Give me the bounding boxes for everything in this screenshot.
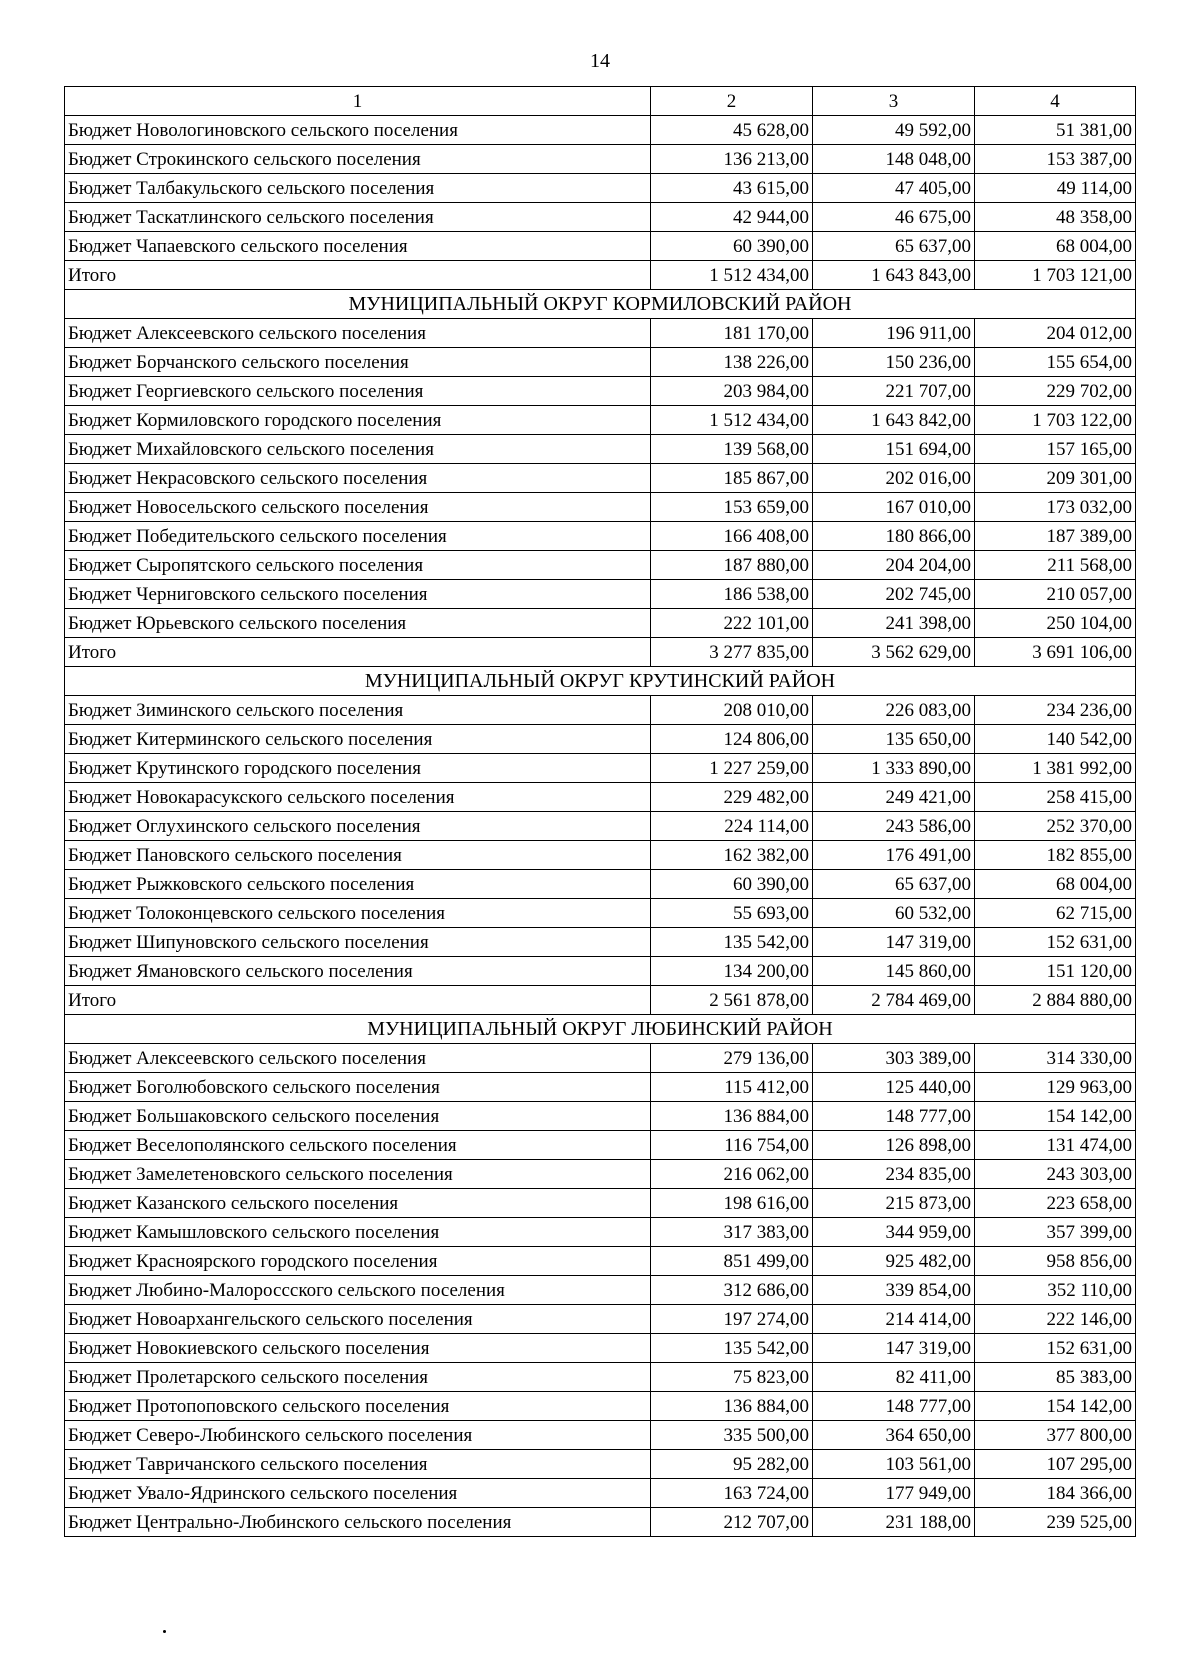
value-col-3: 234 835,00: [813, 1160, 975, 1189]
page-number: 14: [590, 50, 610, 72]
value-col-2: 136 213,00: [651, 145, 813, 174]
budget-name: Бюджет Строкинского сельского поселения: [65, 145, 651, 174]
value-col-2: 166 408,00: [651, 522, 813, 551]
value-col-3: 1 643 843,00: [813, 261, 975, 290]
value-col-2: 229 482,00: [651, 783, 813, 812]
value-col-4: 258 415,00: [975, 783, 1136, 812]
table-row: [65, 1450, 1136, 1479]
value-col-4: 223 658,00: [975, 1189, 1136, 1218]
value-col-3: 49 592,00: [813, 116, 975, 145]
table-row: [65, 1334, 1136, 1363]
value-col-4: 234 236,00: [975, 696, 1136, 725]
value-col-3: 167 010,00: [813, 493, 975, 522]
value-col-2: 197 274,00: [651, 1305, 813, 1334]
budget-name: Бюджет Протопоповского сельского поселения: [65, 1392, 651, 1421]
table-row: [65, 609, 1136, 638]
value-col-4: 250 104,00: [975, 609, 1136, 638]
value-col-2: 95 282,00: [651, 1450, 813, 1479]
budget-name: Бюджет Новологиновского сельского поселения: [65, 116, 651, 145]
value-col-4: 51 381,00: [975, 116, 1136, 145]
table-row: [65, 1189, 1136, 1218]
column-header-3: 3: [813, 87, 975, 116]
section-title: МУНИЦИПАЛЬНЫЙ ОКРУГ ЛЮБИНСКИЙ РАЙОН: [65, 1015, 1136, 1044]
table-row: [65, 464, 1136, 493]
table-row: [65, 1421, 1136, 1450]
table-row: [65, 232, 1136, 261]
budget-name: Бюджет Центрально-Любинского сельского поселения: [65, 1508, 651, 1537]
budget-name: Бюджет Боголюбовского сельского поселения: [65, 1073, 651, 1102]
value-col-4: 314 330,00: [975, 1044, 1136, 1073]
value-col-4: 68 004,00: [975, 870, 1136, 899]
section-header-row: [65, 667, 1136, 696]
budget-name: Бюджет Камышловского сельского поселения: [65, 1218, 651, 1247]
value-col-4: 107 295,00: [975, 1450, 1136, 1479]
section-header-row: [65, 1015, 1136, 1044]
table-row: [65, 696, 1136, 725]
value-col-4: 62 715,00: [975, 899, 1136, 928]
table-row: [65, 1160, 1136, 1189]
budget-name: Бюджет Пановского сельского поселения: [65, 841, 651, 870]
value-col-2: 317 383,00: [651, 1218, 813, 1247]
table-row: [65, 1073, 1136, 1102]
value-col-2: 138 226,00: [651, 348, 813, 377]
value-col-3: 925 482,00: [813, 1247, 975, 1276]
budget-name: Бюджет Новоархангельского сельского поселения: [65, 1305, 651, 1334]
budget-name: Бюджет Китерминского сельского поселения: [65, 725, 651, 754]
value-col-2: 3 277 835,00: [651, 638, 813, 667]
value-col-2: 2 561 878,00: [651, 986, 813, 1015]
budget-name: Бюджет Красноярского городского поселения: [65, 1247, 651, 1276]
budget-name: Бюджет Пролетарского сельского поселения: [65, 1363, 651, 1392]
total-row: [65, 638, 1136, 667]
budget-name: Бюджет Юрьевского сельского поселения: [65, 609, 651, 638]
value-col-2: 216 062,00: [651, 1160, 813, 1189]
value-col-4: 140 542,00: [975, 725, 1136, 754]
value-col-2: 203 984,00: [651, 377, 813, 406]
value-col-2: 335 500,00: [651, 1421, 813, 1450]
value-col-4: 129 963,00: [975, 1073, 1136, 1102]
value-col-4: 68 004,00: [975, 232, 1136, 261]
value-col-3: 1 333 890,00: [813, 754, 975, 783]
value-col-2: 135 542,00: [651, 928, 813, 957]
value-col-4: 154 142,00: [975, 1392, 1136, 1421]
value-col-3: 344 959,00: [813, 1218, 975, 1247]
value-col-3: 150 236,00: [813, 348, 975, 377]
value-col-4: 3 691 106,00: [975, 638, 1136, 667]
value-col-2: 222 101,00: [651, 609, 813, 638]
total-label: Итого: [65, 986, 651, 1015]
value-col-4: 352 110,00: [975, 1276, 1136, 1305]
table-row: [65, 377, 1136, 406]
table-row: [65, 435, 1136, 464]
budget-name: Бюджет Тавричанского сельского поселения: [65, 1450, 651, 1479]
value-col-2: 312 686,00: [651, 1276, 813, 1305]
table-row: [65, 116, 1136, 145]
value-col-2: 115 412,00: [651, 1073, 813, 1102]
value-col-3: 177 949,00: [813, 1479, 975, 1508]
value-col-3: 60 532,00: [813, 899, 975, 928]
table-row: [65, 174, 1136, 203]
value-col-2: 198 616,00: [651, 1189, 813, 1218]
table-row: [65, 1363, 1136, 1392]
value-col-4: 155 654,00: [975, 348, 1136, 377]
value-col-3: 125 440,00: [813, 1073, 975, 1102]
value-col-3: 176 491,00: [813, 841, 975, 870]
table-row: [65, 899, 1136, 928]
value-col-3: 46 675,00: [813, 203, 975, 232]
budget-name: Бюджет Зиминского сельского поселения: [65, 696, 651, 725]
value-col-4: 153 387,00: [975, 145, 1136, 174]
table-row: [65, 1102, 1136, 1131]
budget-name: Бюджет Кормиловского городского поселения: [65, 406, 651, 435]
budget-name: Бюджет Георгиевского сельского поселения: [65, 377, 651, 406]
table-row: [65, 580, 1136, 609]
column-header-2: 2: [651, 87, 813, 116]
value-col-3: 339 854,00: [813, 1276, 975, 1305]
value-col-2: 212 707,00: [651, 1508, 813, 1537]
value-col-4: 211 568,00: [975, 551, 1136, 580]
value-col-4: 85 383,00: [975, 1363, 1136, 1392]
value-col-2: 224 114,00: [651, 812, 813, 841]
table-row: [65, 551, 1136, 580]
value-col-3: 241 398,00: [813, 609, 975, 638]
value-col-3: 47 405,00: [813, 174, 975, 203]
value-col-3: 1 643 842,00: [813, 406, 975, 435]
value-col-4: 187 389,00: [975, 522, 1136, 551]
value-col-3: 226 083,00: [813, 696, 975, 725]
value-col-3: 231 188,00: [813, 1508, 975, 1537]
value-col-2: 60 390,00: [651, 870, 813, 899]
value-col-3: 221 707,00: [813, 377, 975, 406]
value-col-3: 135 650,00: [813, 725, 975, 754]
table-row: [65, 493, 1136, 522]
value-col-4: 49 114,00: [975, 174, 1136, 203]
table-body: [65, 116, 1136, 1537]
value-col-3: 180 866,00: [813, 522, 975, 551]
total-row: [65, 261, 1136, 290]
total-row: [65, 986, 1136, 1015]
value-col-2: 136 884,00: [651, 1102, 813, 1131]
value-col-3: 243 586,00: [813, 812, 975, 841]
value-col-4: 204 012,00: [975, 319, 1136, 348]
table-row: [65, 319, 1136, 348]
value-col-3: 249 421,00: [813, 783, 975, 812]
budget-name: Бюджет Казанского сельского поселения: [65, 1189, 651, 1218]
value-col-4: 182 855,00: [975, 841, 1136, 870]
value-col-2: 153 659,00: [651, 493, 813, 522]
value-col-4: 48 358,00: [975, 203, 1136, 232]
value-col-4: 209 301,00: [975, 464, 1136, 493]
value-col-4: 243 303,00: [975, 1160, 1136, 1189]
value-col-2: 124 806,00: [651, 725, 813, 754]
value-col-3: 148 777,00: [813, 1102, 975, 1131]
value-col-3: 65 637,00: [813, 870, 975, 899]
value-col-4: 184 366,00: [975, 1479, 1136, 1508]
value-col-3: 364 650,00: [813, 1421, 975, 1450]
value-col-3: 145 860,00: [813, 957, 975, 986]
value-col-2: 60 390,00: [651, 232, 813, 261]
value-col-3: 82 411,00: [813, 1363, 975, 1392]
budget-table: [64, 86, 1136, 1537]
section-title: МУНИЦИПАЛЬНЫЙ ОКРУГ КОРМИЛОВСКИЙ РАЙОН: [65, 290, 1136, 319]
value-col-4: 154 142,00: [975, 1102, 1136, 1131]
column-header-4: 4: [975, 87, 1136, 116]
budget-name: Бюджет Победительского сельского поселения: [65, 522, 651, 551]
value-col-4: 958 856,00: [975, 1247, 1136, 1276]
value-col-2: 135 542,00: [651, 1334, 813, 1363]
table-row: [65, 812, 1136, 841]
value-col-3: 3 562 629,00: [813, 638, 975, 667]
value-col-2: 55 693,00: [651, 899, 813, 928]
value-col-4: 229 702,00: [975, 377, 1136, 406]
budget-name: Бюджет Таскатлинского сельского поселения: [65, 203, 651, 232]
budget-name: Бюджет Большаковского сельского поселения: [65, 1102, 651, 1131]
budget-name: Бюджет Алексеевского сельского поселения: [65, 319, 651, 348]
value-col-4: 1 703 121,00: [975, 261, 1136, 290]
budget-name: Бюджет Крутинского городского поселения: [65, 754, 651, 783]
budget-name: Бюджет Новосельского сельского поселения: [65, 493, 651, 522]
table-row: [65, 754, 1136, 783]
value-col-2: 187 880,00: [651, 551, 813, 580]
table-row: [65, 203, 1136, 232]
budget-name: Бюджет Талбакульского сельского поселения: [65, 174, 651, 203]
value-col-2: 185 867,00: [651, 464, 813, 493]
value-col-2: 1 227 259,00: [651, 754, 813, 783]
value-col-4: 1 703 122,00: [975, 406, 1136, 435]
value-col-2: 279 136,00: [651, 1044, 813, 1073]
value-col-3: 148 048,00: [813, 145, 975, 174]
table-row: [65, 1508, 1136, 1537]
value-col-4: 357 399,00: [975, 1218, 1136, 1247]
value-col-2: 162 382,00: [651, 841, 813, 870]
value-col-2: 45 628,00: [651, 116, 813, 145]
table-row: [65, 1276, 1136, 1305]
column-number-row: [65, 87, 1136, 116]
value-col-4: 173 032,00: [975, 493, 1136, 522]
budget-name: Бюджет Сыропятского сельского поселения: [65, 551, 651, 580]
value-col-3: 126 898,00: [813, 1131, 975, 1160]
table-row: [65, 1479, 1136, 1508]
value-col-2: 139 568,00: [651, 435, 813, 464]
budget-name: Бюджет Замелетеновского сельского поселения: [65, 1160, 651, 1189]
value-col-3: 215 873,00: [813, 1189, 975, 1218]
value-col-2: 134 200,00: [651, 957, 813, 986]
value-col-4: 377 800,00: [975, 1421, 1136, 1450]
table-row: [65, 783, 1136, 812]
table-row: [65, 1044, 1136, 1073]
budget-name: Бюджет Черниговского сельского поселения: [65, 580, 651, 609]
value-col-3: 2 784 469,00: [813, 986, 975, 1015]
total-label: Итого: [65, 638, 651, 667]
value-col-3: 65 637,00: [813, 232, 975, 261]
value-col-4: 157 165,00: [975, 435, 1136, 464]
budget-name: Бюджет Новокарасукского сельского поселения: [65, 783, 651, 812]
table-row: [65, 928, 1136, 957]
table-row: [65, 348, 1136, 377]
value-col-4: 252 370,00: [975, 812, 1136, 841]
budget-name: Бюджет Веселополянского сельского поселения: [65, 1131, 651, 1160]
budget-name: Бюджет Ямановского сельского поселения: [65, 957, 651, 986]
value-col-3: 151 694,00: [813, 435, 975, 464]
value-col-4: 152 631,00: [975, 1334, 1136, 1363]
budget-name: Бюджет Толоконцевского сельского поселения: [65, 899, 651, 928]
budget-name: Бюджет Борчанского сельского поселения: [65, 348, 651, 377]
value-col-2: 43 615,00: [651, 174, 813, 203]
value-col-4: 210 057,00: [975, 580, 1136, 609]
value-col-3: 202 745,00: [813, 580, 975, 609]
value-col-3: 202 016,00: [813, 464, 975, 493]
value-col-2: 186 538,00: [651, 580, 813, 609]
value-col-2: 136 884,00: [651, 1392, 813, 1421]
value-col-3: 148 777,00: [813, 1392, 975, 1421]
value-col-4: 151 120,00: [975, 957, 1136, 986]
value-col-4: 239 525,00: [975, 1508, 1136, 1537]
value-col-4: 131 474,00: [975, 1131, 1136, 1160]
value-col-2: 851 499,00: [651, 1247, 813, 1276]
budget-name: Бюджет Чапаевского сельского поселения: [65, 232, 651, 261]
budget-name: Бюджет Новокиевского сельского поселения: [65, 1334, 651, 1363]
table-row: [65, 841, 1136, 870]
value-col-3: 214 414,00: [813, 1305, 975, 1334]
value-col-2: 42 944,00: [651, 203, 813, 232]
value-col-3: 147 319,00: [813, 928, 975, 957]
budget-name: Бюджет Некрасовского сельского поселения: [65, 464, 651, 493]
value-col-2: 208 010,00: [651, 696, 813, 725]
budget-name: Бюджет Оглухинского сельского поселения: [65, 812, 651, 841]
section-header-row: [65, 290, 1136, 319]
budget-name: Бюджет Михайловского сельского поселения: [65, 435, 651, 464]
value-col-2: 1 512 434,00: [651, 261, 813, 290]
value-col-4: 1 381 992,00: [975, 754, 1136, 783]
value-col-3: 204 204,00: [813, 551, 975, 580]
table-row: [65, 1247, 1136, 1276]
table-row: [65, 522, 1136, 551]
table-row: [65, 1305, 1136, 1334]
value-col-3: 103 561,00: [813, 1450, 975, 1479]
column-header-1: 1: [65, 87, 651, 116]
table-row: [65, 1392, 1136, 1421]
table-row: [65, 406, 1136, 435]
value-col-2: 116 754,00: [651, 1131, 813, 1160]
value-col-4: 152 631,00: [975, 928, 1136, 957]
budget-name: Бюджет Увало-Ядринского сельского поселения: [65, 1479, 651, 1508]
table-row: [65, 725, 1136, 754]
value-col-2: 181 170,00: [651, 319, 813, 348]
value-col-4: 222 146,00: [975, 1305, 1136, 1334]
total-label: Итого: [65, 261, 651, 290]
value-col-2: 75 823,00: [651, 1363, 813, 1392]
value-col-3: 303 389,00: [813, 1044, 975, 1073]
budget-name: Бюджет Северо-Любинского сельского поселения: [65, 1421, 651, 1450]
table-row: [65, 145, 1136, 174]
budget-name: Бюджет Любино-Малороссского сельского поселения: [65, 1276, 651, 1305]
table-row: [65, 957, 1136, 986]
value-col-3: 147 319,00: [813, 1334, 975, 1363]
budget-name: Бюджет Алексеевского сельского поселения: [65, 1044, 651, 1073]
table-row: [65, 870, 1136, 899]
value-col-2: 1 512 434,00: [651, 406, 813, 435]
value-col-4: 2 884 880,00: [975, 986, 1136, 1015]
section-title: МУНИЦИПАЛЬНЫЙ ОКРУГ КРУТИНСКИЙ РАЙОН: [65, 667, 1136, 696]
budget-name: Бюджет Шипуновского сельского поселения: [65, 928, 651, 957]
value-col-3: 196 911,00: [813, 319, 975, 348]
stray-mark: [163, 1630, 166, 1633]
value-col-2: 163 724,00: [651, 1479, 813, 1508]
table-row: [65, 1131, 1136, 1160]
budget-name: Бюджет Рыжковского сельского поселения: [65, 870, 651, 899]
table-row: [65, 1218, 1136, 1247]
